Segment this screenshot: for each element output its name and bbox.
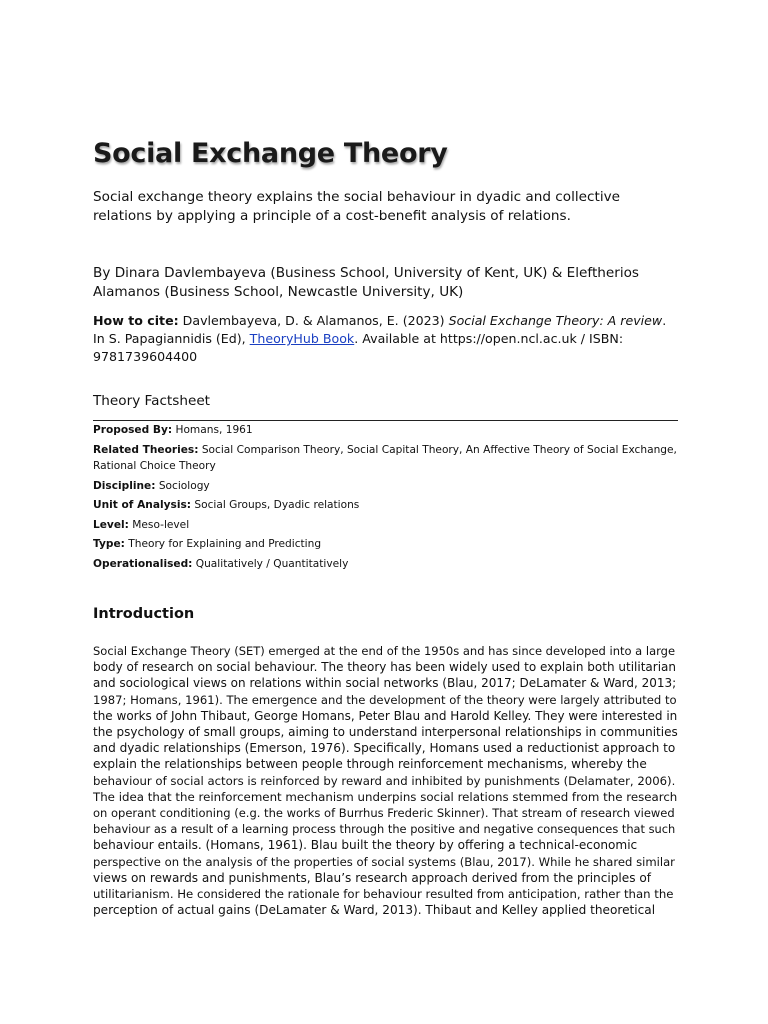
introduction-line: the psychology of small groups, aiming to understand interpersonal relationships in communities [93, 725, 678, 740]
introduction-line: Social Exchange Theory (SET) emerged at the end of the 1950s and has since developed into a large [93, 644, 676, 658]
introduction-line: utilitarianism. He considered the rationale for behaviour resulted from anticipation, rather than the [93, 887, 674, 902]
fact-label: Unit of Analysis: [93, 499, 192, 511]
fact-type [93, 536, 678, 553]
introduction-line: and dyadic relationships (Emerson, 1976). Specifically, Homans used a reductionist approach to [93, 741, 676, 756]
fact-label: Operationalised: [93, 557, 193, 570]
fact-value: Meso-level [128, 518, 190, 531]
introduction-line: behaviour entails. (Homans, 1961). Blau built the theory by offering a technical-economic [93, 838, 638, 853]
fact-value: Theory for Explaining and Predicting [124, 538, 322, 550]
fact-label: Discipline: [93, 479, 156, 492]
introduction-line: behaviour as a result of a learning process through the positive and negative consequences that such [93, 822, 676, 837]
fact-label: Proposed By: [93, 424, 173, 436]
introduction-line: and sociological views on relations within social networks (Blau, 2017; DeLamater & Ward, 2013; [93, 676, 677, 691]
fact-level [93, 517, 678, 534]
citation-block [93, 312, 678, 366]
fact-value: Qualitatively / Quantitatively [192, 557, 349, 570]
introduction-line: the works of John Thibaut, George Homans, Peter Blau and Harold Kelley. They were interested in [93, 708, 678, 723]
citation-text-before: Davlembayeva, D. & Alamanos, E. (2023) [178, 313, 449, 328]
page-subtitle: Social exchange theory explains the social behaviour in dyadic and collective relations by applying a principle of a cost-benefit analysis of relations. [93, 189, 621, 224]
factsheet-list [93, 422, 678, 575]
theoryhub-book-link[interactable]: TheoryHub Book [249, 331, 355, 346]
introduction-line: on operant conditioning (e.g. the works of Burrhus Frederic Skinner). That stream of research viewed [93, 806, 675, 821]
introduction-line: 1987; Homans, 1961). The emergence and the development of the theory were largely attributed to [93, 692, 677, 707]
fact-label: Level: [93, 518, 129, 531]
fact-operationalised [93, 556, 678, 573]
fact-unit-of-analysis [93, 497, 678, 514]
introduction-body [93, 643, 678, 918]
introduction-line: explain the relationships between people through reinforcement mechanisms, whereby the [93, 757, 647, 772]
fact-value: Social Groups, Dyadic relations [191, 499, 360, 511]
introduction-line: behaviour of social actors is reinforced by reward and inhibited by punishments (Delamater, 2006). [93, 773, 676, 788]
fact-related-theories [93, 442, 678, 475]
factsheet-heading: Theory Factsheet [93, 393, 211, 409]
page-title: Social Exchange Theory [93, 138, 448, 169]
citation-italic-title: Social Exchange Theory: A review [448, 313, 663, 328]
authors-line: By Dinara Davlembayeva (Business School, University of Kent, UK) & Eleftherios Alamanos (Business School, Newcastle University, UK) [93, 265, 640, 300]
fact-label: Related Theories: [93, 443, 199, 456]
fact-value: Sociology [155, 479, 210, 492]
citation-label: How to cite: [93, 313, 179, 328]
fact-value: Homans, 1961 [172, 424, 253, 436]
citation-text-after: . Available at https://open.ncl.ac.uk / ISBN: 9781739604400 [93, 331, 624, 364]
fact-proposed-by [93, 422, 678, 439]
factsheet-divider [93, 420, 678, 421]
introduction-line: body of research on social behaviour. The theory has been widely used to explain both utilitarian [93, 660, 676, 675]
introduction-heading: Introduction [93, 606, 195, 622]
introduction-line: The idea that the reinforcement mechanism underpins social relations stemmed from the research [93, 789, 678, 804]
introduction-line: perception of actual gains (DeLamater & Ward, 2013). Thibaut and Kelley applied theoretical [93, 903, 656, 918]
introduction-line: views on rewards and punishments, Blau’s research approach derived from the principles of [93, 870, 652, 885]
fact-value: Social Comparison Theory, Social Capital Theory, An Affective Theory of Social Exchange, Rational Choice Theory [93, 443, 677, 472]
citation-text-middle: . In S. Papagiannidis (Ed), [93, 313, 667, 346]
introduction-line: perspective on the analysis of the properties of social systems (Blau, 2017). While he shared similar [93, 854, 675, 869]
fact-discipline [93, 478, 678, 495]
fact-label: Type: [93, 538, 125, 550]
